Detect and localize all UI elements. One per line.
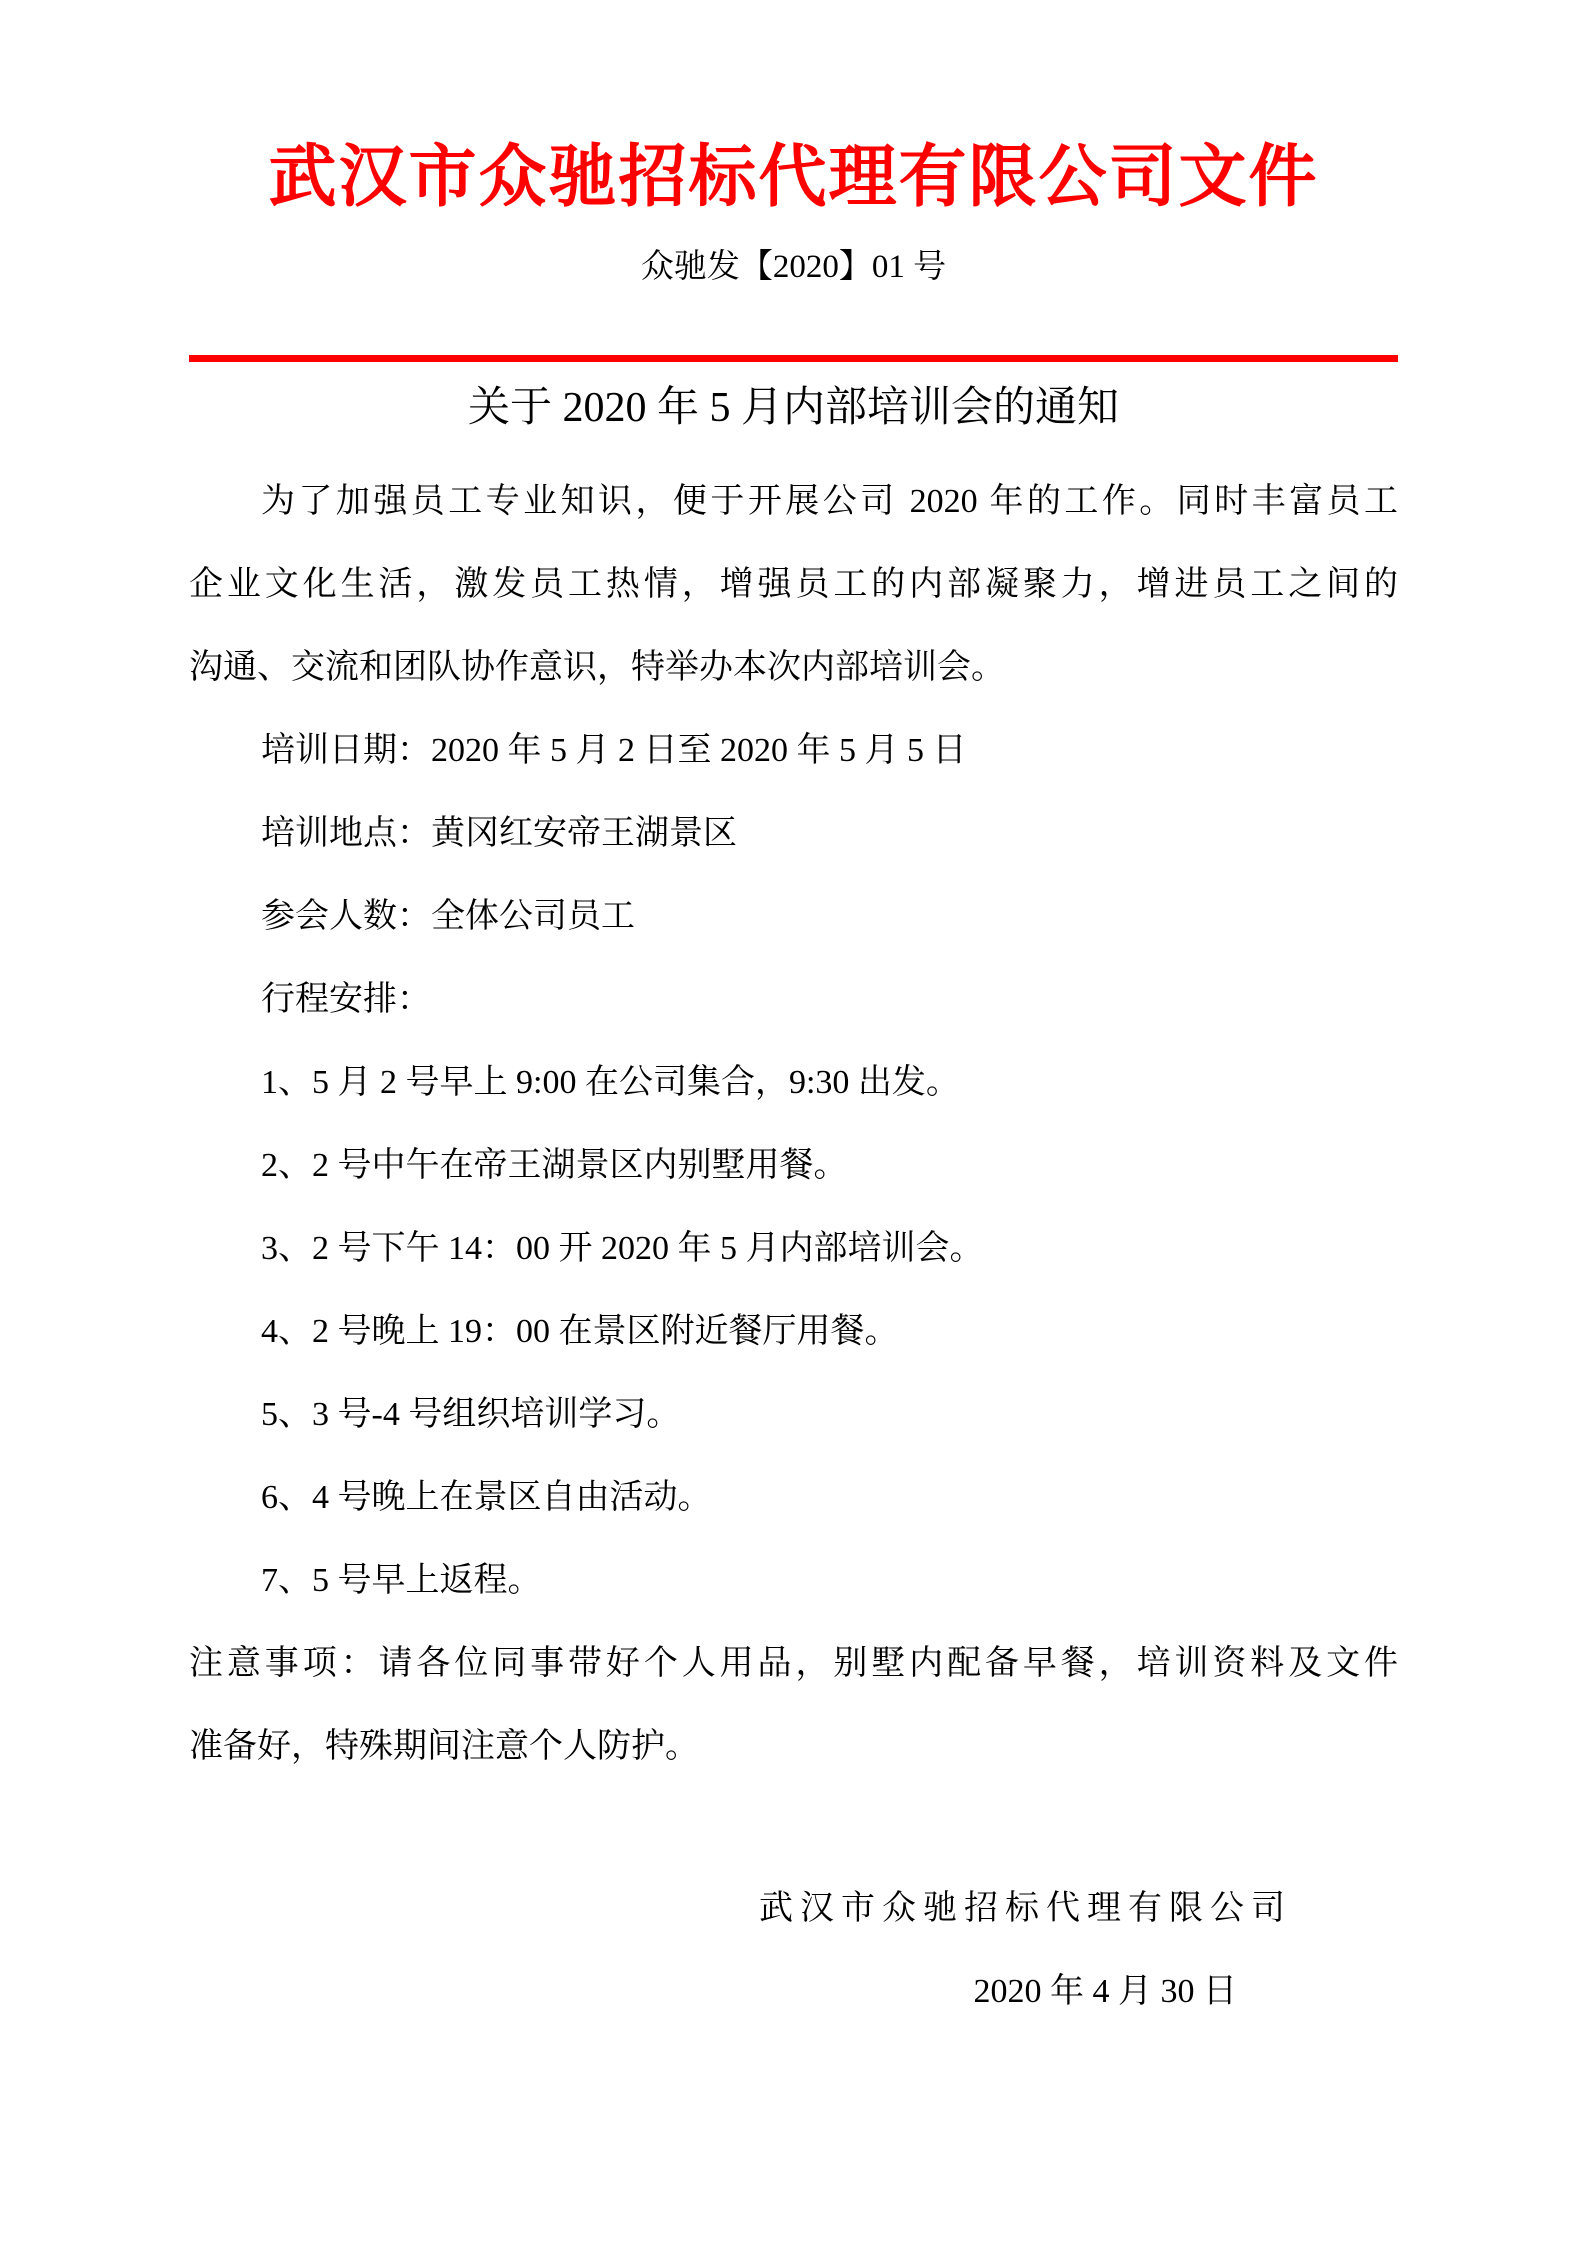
signature-date: 2020 年 4 月 30 日: [973, 1973, 1237, 2010]
training-date-line: 培训日期：2020 年 5 月 2 日至 2020 年 5 月 5 日: [261, 732, 967, 769]
doc-number: 众驰发【2020】01 号: [640, 249, 947, 285]
schedule-item-6: 6、4 号晚上在景区自由活动。: [261, 1479, 712, 1516]
intro-line-1: 为了加强员工专业知识，便于开展公司 2020 年的工作。同时丰富员工: [261, 483, 1398, 520]
schedule-item-3: 3、2 号下午 14：00 开 2020 年 5 月内部培训会。: [261, 1230, 984, 1267]
intro-line-2: 企业文化生活，激发员工热情，增强员工的内部凝聚力，增进员工之间的: [189, 566, 1398, 603]
training-location-line: 培训地点：黄冈红安帝王湖景区: [261, 815, 737, 852]
schedule-item-4: 4、2 号晚上 19：00 在景区附近餐厅用餐。: [261, 1313, 899, 1350]
intro-line-3: 沟通、交流和团队协作意识，特举办本次内部培训会。: [189, 649, 1005, 686]
schedule-item-2: 2、2 号中午在帝王湖景区内别墅用餐。: [261, 1147, 848, 1184]
notes-line-1: 注意事项：请各位同事带好个人用品，别墅内配备早餐，培训资料及文件: [189, 1645, 1398, 1682]
signature-company: 武汉市众驰招标代理有限公司: [759, 1890, 1292, 1927]
signature-block: [189, 1867, 1398, 2033]
itinerary-heading: 行程安排：: [261, 981, 431, 1018]
document-body: [189, 460, 1398, 1788]
notes-line-2: 准备好，特殊期间注意个人防护。: [189, 1728, 699, 1765]
schedule-item-7: 7、5 号早上返程。: [261, 1562, 542, 1599]
notice-title: 关于 2020 年 5 月内部培训会的通知: [467, 385, 1119, 431]
company-header-title: 武汉市众驰招标代理有限公司文件: [268, 139, 1319, 215]
attendees-line: 参会人数：全体公司员工: [261, 898, 635, 935]
schedule-item-5: 5、3 号-4 号组织培训学习。: [261, 1396, 681, 1433]
schedule-item-1: 1、5 月 2 号早上 9:00 在公司集合，9:30 出发。: [261, 1064, 960, 1101]
red-divider-line: [189, 355, 1398, 362]
